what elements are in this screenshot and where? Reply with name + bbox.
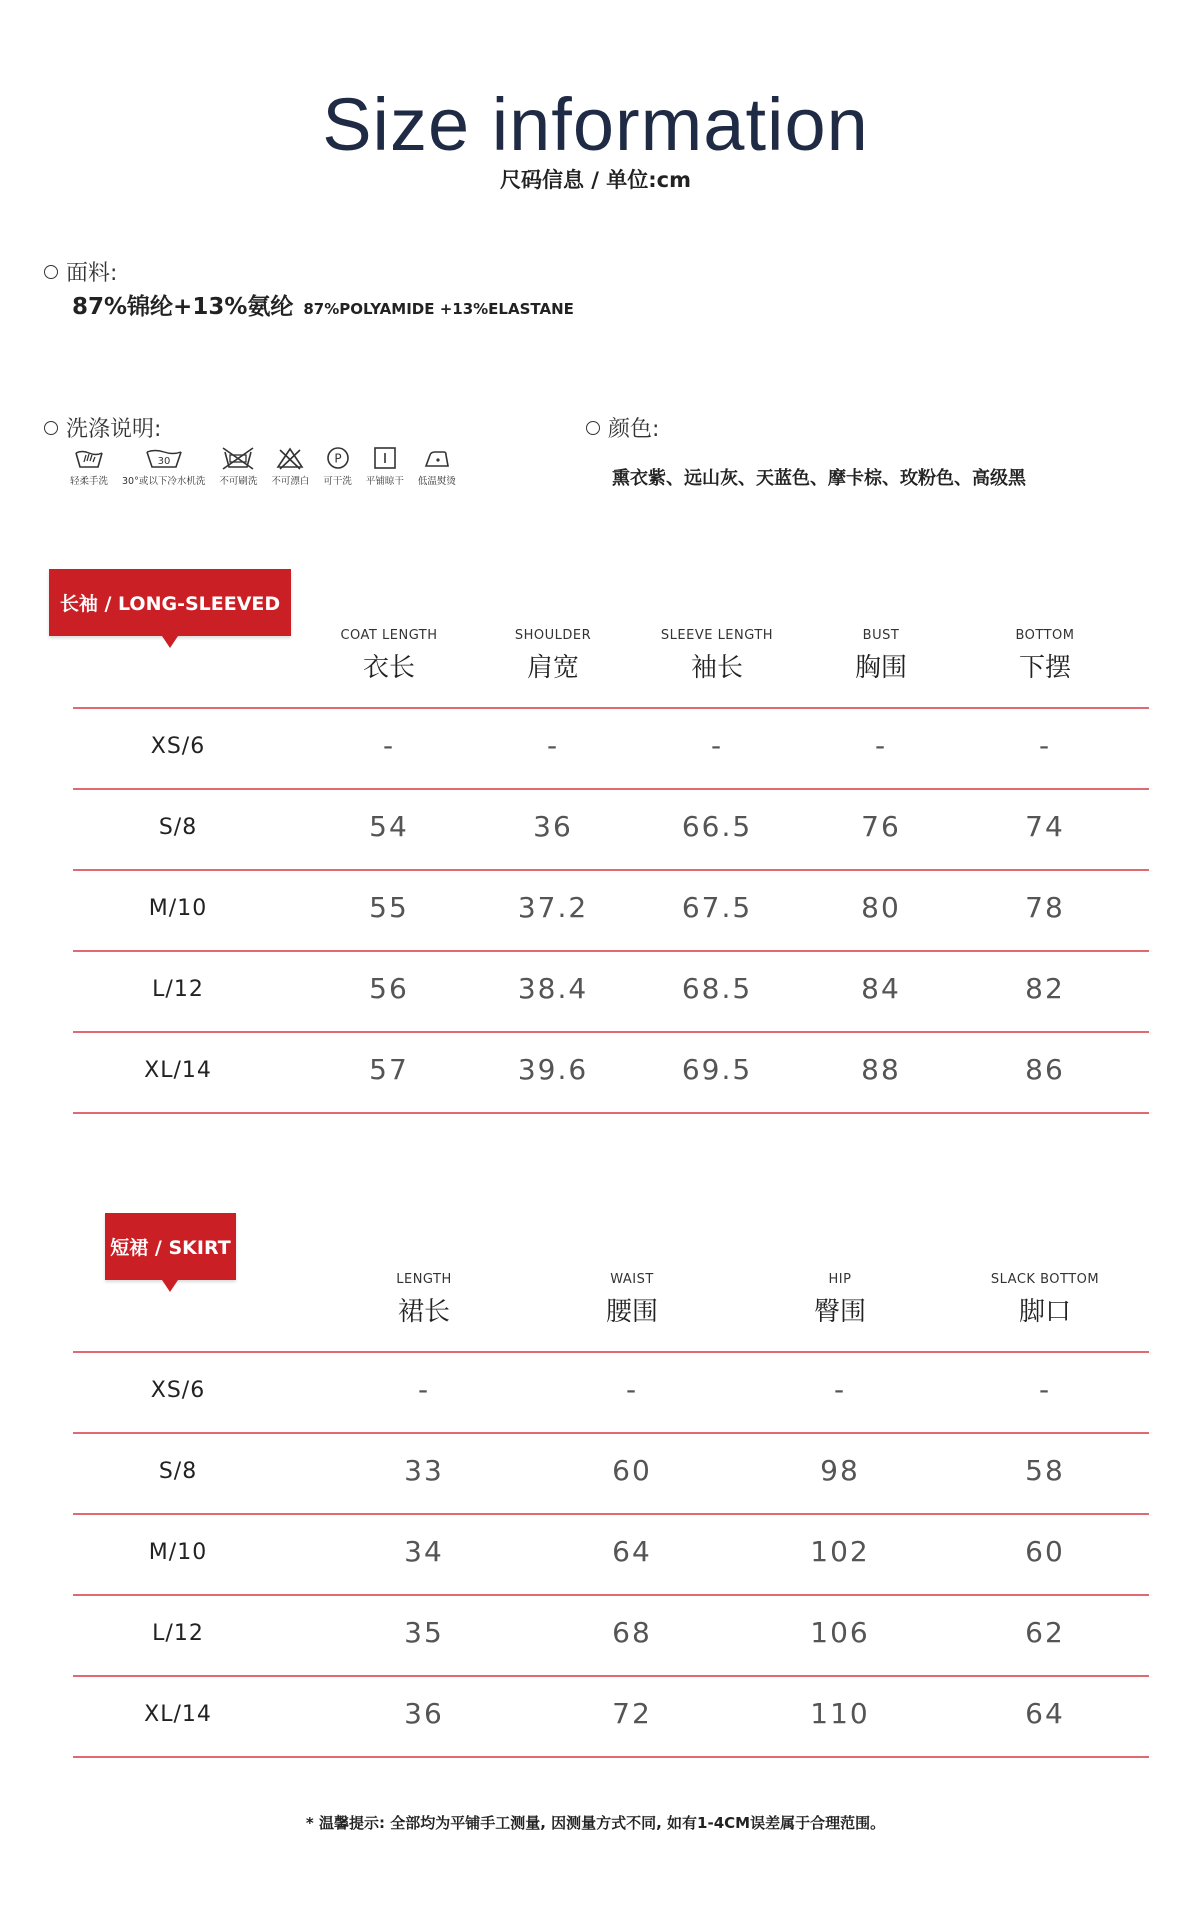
table-cell: 36: [533, 809, 573, 843]
table-row: [73, 1594, 1149, 1675]
table-cell: -: [833, 1372, 847, 1406]
care-item: [366, 446, 404, 487]
care-label-text: 轻柔手洗: [70, 476, 109, 487]
column-header-cn: 脚口: [1018, 1297, 1071, 1327]
fabric-label: 面料:: [66, 261, 118, 286]
care-item: [122, 446, 205, 487]
table-row: [73, 1675, 1149, 1756]
no-scrub-icon: [221, 446, 255, 470]
measurement-note: * 温馨提示: 全部均为平铺手工测量, 因测量方式不同, 如有1-4CM误差属于合理范围。: [305, 1814, 886, 1832]
table-cell: 36: [404, 1696, 444, 1730]
column-header-en: SLACK BOTTOM: [990, 1272, 1100, 1287]
table-cell: 88: [861, 1052, 901, 1086]
column-header-cn: 裙长: [397, 1297, 450, 1327]
column-header-en: SHOULDER: [514, 628, 592, 643]
care-heading: [44, 412, 161, 443]
care-label: 洗涤说明:: [66, 417, 162, 442]
column-header-en: HIP: [828, 1272, 852, 1287]
fabric-cn-text: 87%锦纶+13%氨纶: [72, 294, 294, 320]
care-label-text: 低温熨烫: [417, 476, 456, 487]
table-cell: 110: [810, 1696, 870, 1730]
column-header: [542, 1272, 722, 1328]
care-item: [418, 446, 456, 487]
page-title: Size information: [322, 83, 869, 166]
table-cell: 98: [820, 1453, 860, 1487]
skirt-badge: 短裙 / SKIRT: [105, 1213, 236, 1280]
color-heading: [586, 412, 659, 443]
page-subtitle: 尺码信息 / 单位:cm: [499, 168, 692, 192]
table-row: [73, 788, 1149, 869]
table-cell: 55: [369, 890, 409, 924]
table-cell: 68.5: [681, 971, 753, 1005]
table-cell: 66.5: [681, 809, 753, 843]
size-label: S/8: [158, 1458, 198, 1484]
table-cell: 56: [369, 971, 409, 1005]
column-header-cn: 袖长: [690, 653, 743, 683]
column-header-en: LENGTH: [396, 1272, 452, 1287]
care-label-text: 30°或以下冷水机洗: [122, 476, 206, 487]
size-label: XS/6: [150, 1377, 206, 1403]
care-item: [219, 446, 257, 487]
hand-wash-icon: [73, 446, 105, 470]
size-label: S/8: [158, 814, 198, 840]
table-cell: 72: [612, 1696, 652, 1730]
table-cell: 74: [1025, 809, 1065, 843]
care-icons: [70, 446, 456, 487]
table-cell: 106: [810, 1615, 870, 1649]
column-header-cn: 腰围: [605, 1297, 658, 1327]
table-cell: -: [417, 1372, 431, 1406]
table-cell: 76: [861, 809, 901, 843]
table-cell: -: [625, 1372, 639, 1406]
column-header-cn: 臀围: [813, 1297, 866, 1327]
table-cell: 33: [404, 1453, 444, 1487]
column-header: [334, 1272, 514, 1328]
table-row: [73, 1031, 1149, 1112]
table-cell: 82: [1025, 971, 1065, 1005]
care-label-text: 可干洗: [323, 476, 352, 487]
care-item: [70, 446, 108, 487]
fabric-heading: [44, 256, 117, 287]
table-cell: 84: [861, 971, 901, 1005]
table-cell: 64: [1025, 1696, 1065, 1730]
column-header-en: WAIST: [610, 1272, 654, 1287]
table-cell: 86: [1025, 1052, 1065, 1086]
table-divider: [73, 1112, 1149, 1114]
table-cell: 64: [612, 1534, 652, 1568]
badge-pointer: [162, 1280, 178, 1292]
dry-flat-icon: [372, 446, 398, 470]
column-header-en: BUST: [862, 628, 900, 643]
column-header-cn: 胸围: [854, 653, 907, 683]
table-cell: 37.2: [517, 890, 589, 924]
column-header: [791, 628, 971, 684]
table-row: [73, 1432, 1149, 1513]
table-cell: 68: [612, 1615, 652, 1649]
table-cell: -: [546, 728, 560, 762]
table-cell: 60: [1025, 1534, 1065, 1568]
table-cell: 80: [861, 890, 901, 924]
care-item: [323, 446, 352, 487]
size-label: XL/14: [144, 1701, 212, 1727]
column-header-en: COAT LENGTH: [340, 628, 438, 643]
care-label-text: 不可刷洗: [219, 476, 258, 487]
table-row: [73, 1513, 1149, 1594]
table-cell: -: [382, 728, 396, 762]
column-header: [955, 1272, 1135, 1328]
column-header: [299, 628, 479, 684]
size-label: M/10: [148, 895, 208, 921]
wash-temp-text: 30: [157, 456, 171, 467]
long-sleeved-badge: 长袖 / LONG-SLEEVED: [49, 569, 291, 636]
table-cell: 54: [369, 809, 409, 843]
no-bleach-icon: [275, 446, 305, 470]
table-cell: -: [1038, 728, 1052, 762]
column-header-cn: 肩宽: [526, 653, 579, 683]
wash-30-icon: [144, 446, 184, 470]
bullet-circle-icon: [586, 421, 600, 435]
size-label: XS/6: [150, 733, 206, 759]
column-header: [627, 628, 807, 684]
bullet-circle-icon: [44, 421, 58, 435]
column-header: [955, 628, 1135, 684]
table-cell: 34: [404, 1534, 444, 1568]
table-cell: 39.6: [517, 1052, 589, 1086]
table-row: [73, 950, 1149, 1031]
table-cell: 38.4: [517, 971, 589, 1005]
size-label: L/12: [152, 1620, 204, 1646]
size-label: M/10: [148, 1539, 208, 1565]
table-cell: 67.5: [681, 890, 753, 924]
care-item: [271, 446, 309, 487]
table-cell: 78: [1025, 890, 1065, 924]
fabric-composition: [72, 288, 574, 321]
table-cell: -: [710, 728, 724, 762]
care-label-text: 平铺晾干: [365, 476, 404, 487]
table-cell: 57: [369, 1052, 409, 1086]
iron-low-icon: [422, 446, 452, 470]
dry-clean-letter: P: [334, 451, 342, 466]
size-label: XL/14: [144, 1057, 212, 1083]
care-label-text: 不可漂白: [271, 476, 310, 487]
table-row: [73, 869, 1149, 950]
column-header: [463, 628, 643, 684]
column-header-cn: 下摆: [1018, 653, 1071, 683]
color-values: 熏衣紫、远山灰、天蓝色、摩卡棕、玫粉色、高级黑: [612, 468, 1026, 489]
size-label: L/12: [152, 976, 204, 1002]
table-cell: 69.5: [681, 1052, 753, 1086]
column-header-cn: 衣长: [362, 653, 415, 683]
column-header: [750, 1272, 930, 1328]
table-cell: 62: [1025, 1615, 1065, 1649]
table-cell: 35: [404, 1615, 444, 1649]
color-label: 颜色:: [608, 417, 660, 442]
fabric-en-text: 87%POLYAMIDE +13%ELASTANE: [303, 300, 574, 318]
table-cell: -: [874, 728, 888, 762]
table-cell: 58: [1025, 1453, 1065, 1487]
table-cell: 102: [810, 1534, 870, 1568]
table-cell: 60: [612, 1453, 652, 1487]
column-header-en: SLEEVE LENGTH: [660, 628, 774, 643]
table-cell: -: [1038, 1372, 1052, 1406]
dry-clean-p-icon: [325, 446, 351, 470]
table-row: [73, 1351, 1149, 1432]
table-divider: [73, 1756, 1149, 1758]
table-row: [73, 707, 1149, 788]
badge-pointer: [162, 636, 178, 648]
bullet-circle-icon: [44, 265, 58, 279]
column-header-en: BOTTOM: [1015, 628, 1075, 643]
